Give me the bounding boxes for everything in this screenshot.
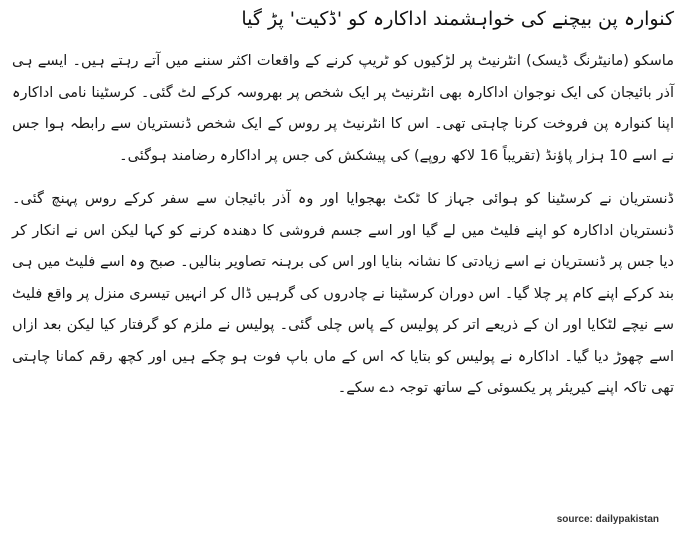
article-paragraph-1: ماسکو (مانیٹرنگ ڈیسک) انٹرنیٹ پر لڑکیوں کو ٹریپ کرنے کے واقعات اکثر سننے میں آتے رہتے ہیں۔ ایسے ہی آذر بائیجان کی ایک نوجوان اداکارہ بھی انٹرنیٹ پر ایک شخص پر بھروسہ کرکے لٹ گئی۔ کرسٹینا نامی اداکارہ اپنا کنوارہ پن فروخت کرنا چاہتی تھی۔ اس کا انٹرنیٹ پر روس کے ایک شخص ڈنستریان سے رابطہ ہوا جس نے اسے 10 ہزار پاؤنڈ (تقریباً 16 لاکھ روپے) کی پیشکش کی جس پر اداکارہ رضامند ہوگئی۔ [12,53,674,164]
article-headline: کنوارہ پن بیچنے کی خواہشمند اداکارہ کو 'ڈکیت' پڑ گیا [241,8,674,30]
article-paragraph-2: ڈنستریان نے کرسٹینا کو ہوائی جہاز کا ٹکٹ بھجوایا اور وہ آذر بائیجان سے سفر کرکے روس پہنچ گئی۔ ڈنستریان اداکارہ کو اپنے فلیٹ میں لے گیا اور اسے جسم فروشی کا دھندہ کرنے کو کہا لیکن اس نے انکار کر دیا جس پر ڈنستریان نے اسے زیادتی کا نشانہ بنایا اور اس کی برہنہ تصاویر بنالیں۔ صبح وہ اسے فلیٹ میں ہی بند کرکے اپنے کام پر چلا گیا۔ اس دوران کرسٹینا نے چادروں کی گرہیں ڈال کر انہیں تیسری منزل پر واقع فلیٹ سے نیچے لٹکایا اور ان کے ذریعے اتر کر پولیس کے پاس چلی گئی۔ پولیس نے ملزم کو گرفتار کیا لیکن بعد ازاں اسے چھوڑ دیا گیا۔ اداکارہ نے پولیس کو بتایا کہ اس کے ماں باپ فوت ہو چکے ہیں اور کچھ رقم کمانا چاہتی تھی تاکہ اپنے کیریئر پر یکسوئی کے ساتھ توجہ دے سکے۔ [12,191,674,396]
article-body [12,4,674,417]
source-credit: source: dailypakistan [556,514,659,525]
